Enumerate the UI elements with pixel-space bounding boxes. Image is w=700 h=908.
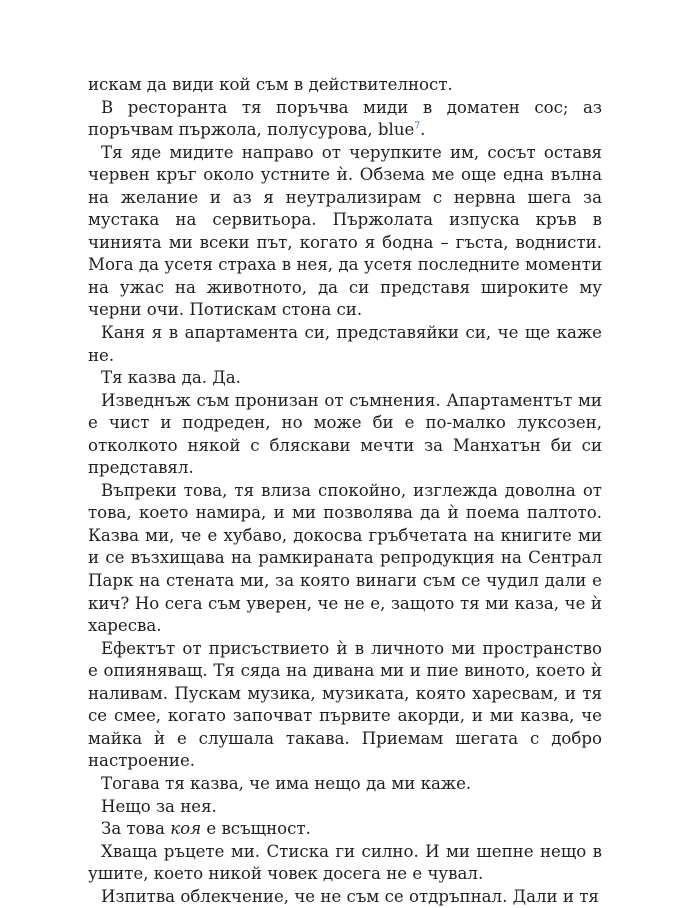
- paragraph-7: Въпреки това, тя влиза спокойно, изглежда доволна от това, което намира, и ми позволява да ѝ поема палтото. Казва ми, че е хубаво, докосва гръбчетата на книгите ми и се възхищава на рамкираната репродукция на Сентрал Парк на стената ми, за която винаги съм се чудил дали е кич? Но сега съм уверен, че не е, защото тя ми каза, че ѝ харесва.: [88, 480, 602, 636]
- paragraph-11-start: За това: [101, 819, 171, 839]
- paragraph-9: Тогава тя казва, че има нещо да ми каже.: [101, 773, 472, 793]
- paragraph-8: Ефектът от присъствието ѝ в личното ми пространство е опияняващ. Тя сяда на дивана ми и пие виното, което ѝ наливам. Пускам музика, музиката, която харесвам, и тя се смее, когато започват първите акорди, и ми казва, че майка ѝ е слушала такава. Приемам шегата с добро настроение.: [88, 638, 602, 771]
- paragraph-12: Хваща ръцете ми. Стиска ги силно. И ми шепне нещо в ушите, което никой човек досега не е чувал.: [88, 841, 602, 884]
- paragraph-2-end: .: [420, 120, 426, 140]
- paragraph-11-end: е всъщност.: [201, 819, 311, 839]
- paragraph-4: Каня я в апартамента си, представяйки си, че ще каже не.: [88, 323, 602, 365]
- paragraph-10: Нещо за нея.: [101, 796, 217, 816]
- book-page: [88, 74, 602, 908]
- paragraph-11: [88, 818, 602, 841]
- paragraph-5: Тя казва да. Да.: [101, 368, 241, 388]
- paragraph-2-text: В ресторанта тя поръчва миди в доматен сос; аз поръчвам пържола, полусурова, blue: [88, 97, 602, 140]
- paragraph-2: [88, 97, 602, 142]
- paragraph-1: искам да види кой съм в действителност.: [88, 75, 453, 94]
- paragraph-3: Тя яде мидите направо от черупките им, сосът оставя червен кръг около устните ѝ. Обзема ме още една вълна на желание и аз я неутрализирам с нервна шега за мустака на сервитьора. Пържолата изпуска кръв в чинията ми всеки път, когато я бодна – гъста, воднисти. Мога да усетя страха в нея, да усетя последните моменти на ужас на животното, да си представя широките му черни очи. Потискам стона си.: [88, 142, 602, 320]
- paragraph-13: Изпитва облекчение, че не съм се отдръпнал. Дали и тя: [101, 886, 599, 906]
- footnote-marker[interactable]: 7: [414, 121, 421, 132]
- paragraph-11-emphasis: коя: [170, 819, 202, 839]
- paragraph-6: Изведнъж съм пронизан от съмнения. Апартаментът ми е чист и подреден, но може би е по-малко луксозен, отколкото някой с бляскави мечти за Манхатън би си представял.: [88, 390, 602, 478]
